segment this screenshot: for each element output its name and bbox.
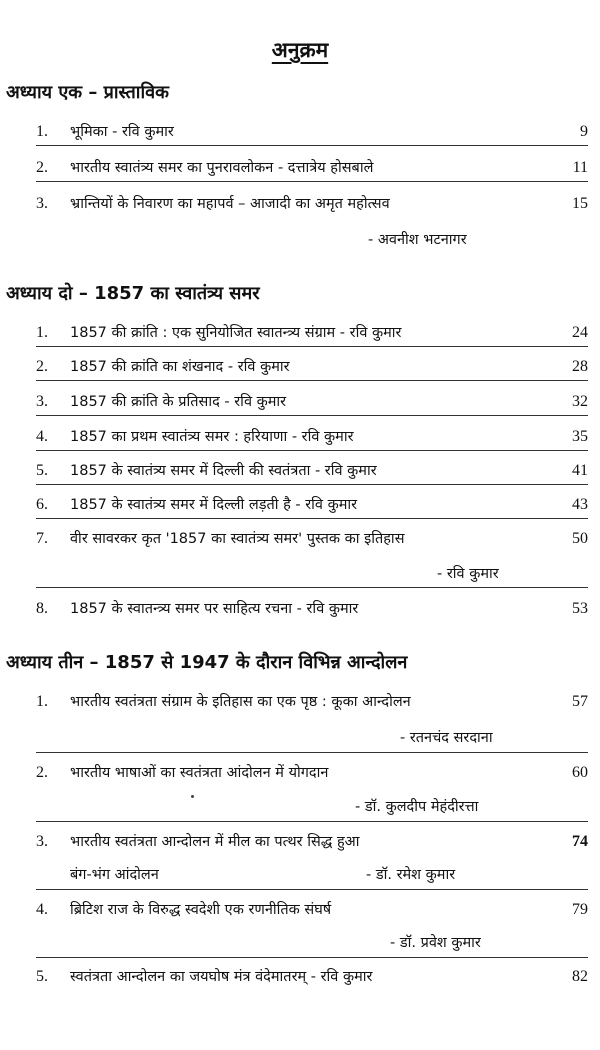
toc-entry[interactable] [0, 966, 600, 1000]
entry-divider [36, 181, 588, 182]
toc-entry[interactable] [0, 460, 600, 494]
entry-divider [36, 752, 588, 753]
entry-title: स्वतंत्रता आन्दोलन का जयघोष मंत्र वंदेमातरम् - रवि कुमार [70, 969, 373, 985]
entry-title: भारतीय स्वतंत्रता आन्दोलन में मील का पत्थर सिद्ध हुआ [70, 834, 360, 850]
entry-title: भारतीय स्वातंत्र्य समर का पुनरावलोकन - दत्तात्रेय होसबाले [70, 160, 374, 176]
entry-author: - रवि कुमार [437, 566, 499, 582]
entry-number: 2. [36, 764, 48, 781]
entry-divider [36, 821, 588, 822]
entry-author: - डॉ. प्रवेश कुमार [390, 935, 481, 951]
entry-page: 24 [572, 324, 588, 341]
entry-title: 1857 की क्रांति के प्रतिसाद - रवि कुमार [70, 394, 287, 410]
entry-number: 5. [36, 462, 48, 479]
toc-entry[interactable] [0, 356, 600, 390]
entry-title: 1857 के स्वातंत्र्य समर में दिल्ली की स्वतंत्रता - रवि कुमार [70, 463, 377, 479]
entry-title: भूमिका - रवि कुमार [70, 124, 174, 140]
entry-title: 1857 की क्रांति : एक सुनियोजित स्वातन्त्र्य संग्राम - रवि कुमार [70, 325, 402, 341]
entry-page: 28 [572, 358, 588, 375]
entry-divider [36, 484, 588, 485]
toc-entry[interactable] [0, 899, 600, 933]
entry-number: 1. [36, 324, 48, 341]
toc-entry[interactable] [0, 762, 600, 796]
entry-title: वीर सावरकर कृत '1857 का स्वातंत्र्य समर' पुस्तक का इतिहास [70, 531, 405, 547]
entry-page: 9 [580, 123, 588, 140]
entry-page: 32 [572, 393, 588, 410]
toc-entry[interactable] [0, 157, 600, 191]
entry-number: 4. [36, 901, 48, 918]
chapter-heading-2: अध्याय दो – 1857 का स्वातंत्र्य समर [6, 283, 260, 304]
entry-title: भारतीय स्वतंत्रता संग्राम के इतिहास का एक पृष्ठ : कूका आन्दोलन [70, 694, 411, 710]
entry-title: भारतीय भाषाओं का स्वतंत्रता आंदोलन में योगदान [70, 765, 329, 781]
entry-number: 1. [36, 123, 48, 140]
entry-number: 4. [36, 428, 48, 445]
entry-title: 1857 की क्रांति का शंखनाद - रवि कुमार [70, 359, 290, 375]
entry-divider [36, 450, 588, 451]
toc-entry[interactable] [0, 598, 600, 632]
entry-author: - डॉ. कुलदीप मेहंदीरत्ता [355, 799, 479, 815]
entry-number: 3. [36, 195, 48, 212]
entry-page: 60 [572, 764, 588, 781]
entry-page: 35 [572, 428, 588, 445]
entry-number: 6. [36, 496, 48, 513]
page-title: अनुक्रम [271, 38, 329, 62]
entry-number: 2. [36, 159, 48, 176]
toc-entry[interactable] [0, 426, 600, 460]
entry-divider [36, 587, 588, 588]
entry-number: 3. [36, 833, 48, 850]
entry-divider [36, 957, 588, 958]
entry-page: 50 [572, 530, 588, 547]
toc-entry[interactable] [0, 528, 600, 562]
entry-page: 74 [572, 833, 588, 850]
entry-page: 11 [572, 159, 588, 176]
entry-divider [36, 415, 588, 416]
entry-divider [36, 346, 588, 347]
entry-divider [36, 145, 588, 146]
entry-page: 15 [572, 195, 588, 212]
entry-page: 43 [572, 496, 588, 513]
toc-entry[interactable] [0, 322, 600, 356]
entry-title: 1857 के स्वातन्त्र्य समर पर साहित्य रचना - रवि कुमार [70, 601, 359, 617]
entry-page: 57 [572, 693, 588, 710]
entry-title: 1857 का प्रथम स्वातंत्र्य समर : हरियाणा - रवि कुमार [70, 429, 354, 445]
entry-page: 41 [572, 462, 588, 479]
toc-entry[interactable] [0, 121, 600, 155]
entry-number: 3. [36, 393, 48, 410]
entry-divider [36, 889, 588, 890]
toc-entry[interactable] [0, 193, 600, 227]
entry-number: 1. [36, 693, 48, 710]
entry-author: - डॉ. रमेश कुमार [366, 867, 456, 883]
entry-divider [36, 380, 588, 381]
chapter-heading-3: अध्याय तीन – 1857 से 1947 के दौरान विभिन्न आन्दोलन [6, 652, 408, 673]
entry-author: - अवनीश भटनागर [368, 232, 467, 248]
entry-title: भ्रान्तियों के निवारण का महापर्व – आजादी का अमृत महोत्सव [70, 196, 390, 212]
chapter-heading-1: अध्याय एक – प्रास्ताविक [6, 82, 169, 103]
entry-number: 5. [36, 968, 48, 985]
entry-number: 8. [36, 600, 48, 617]
toc-entry[interactable] [0, 831, 600, 865]
entry-page: 82 [572, 968, 588, 985]
entry-page: 53 [572, 600, 588, 617]
toc-entry[interactable] [0, 391, 600, 425]
toc-entry[interactable] [0, 691, 600, 725]
entry-number: 7. [36, 530, 48, 547]
entry-title: ब्रिटिश राज के विरुद्ध स्वदेशी एक रणनीतिक संघर्ष [70, 902, 332, 918]
print-speck [191, 795, 194, 798]
entry-number: 2. [36, 358, 48, 375]
entry-author: - रतनचंद सरदाना [400, 730, 493, 746]
toc-entry[interactable] [0, 494, 600, 528]
entry-title: 1857 के स्वातंत्र्य समर में दिल्ली लड़ती है - रवि कुमार [70, 497, 358, 513]
entry-divider [36, 518, 588, 519]
entry-page: 79 [572, 901, 588, 918]
entry-subtitle: बंग-भंग आंदोलन [70, 867, 159, 883]
